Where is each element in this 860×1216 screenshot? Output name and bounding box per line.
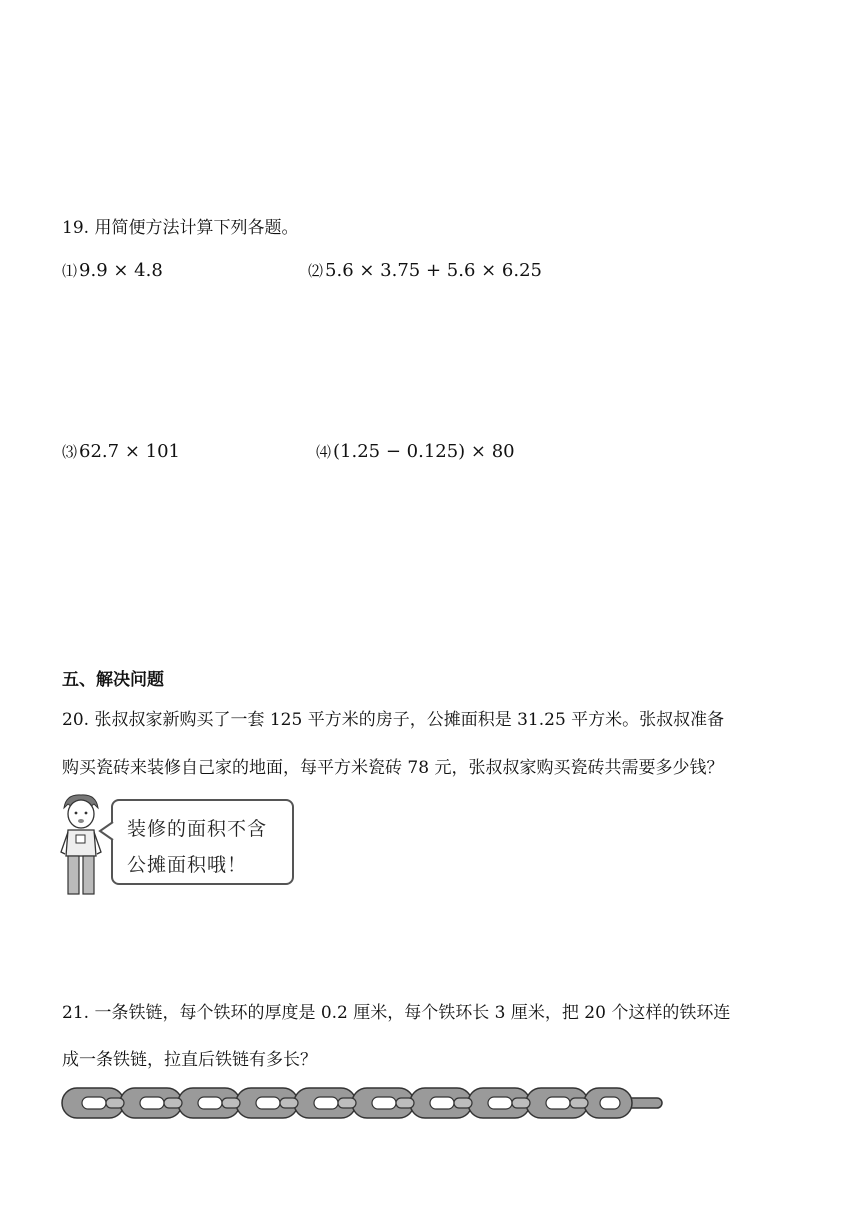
bubble-line-2: 公摊面积哦！ (127, 854, 248, 876)
boy-illustration (56, 792, 106, 898)
bubble-line-1: 装修的面积不含 (127, 818, 268, 840)
expression-text: (1.25 − 0.125) × 80 (333, 441, 515, 462)
expression-2 (308, 260, 542, 281)
expression-index: ⑷ (316, 443, 332, 461)
question-21-line-1: 21. 一条铁链，每个铁环的厚度是 0.2 厘米，每个铁环长 3 厘米，把 20 个这样的铁环连 (62, 1003, 731, 1023)
question-20-line-2: 购买瓷砖来装修自己家的地面，每平方米瓷砖 78 元，张叔叔家购买瓷砖共需要多少钱？ (62, 758, 724, 778)
expression-1 (62, 260, 163, 281)
expression-4 (316, 441, 515, 462)
expression-index: ⑴ (62, 262, 78, 280)
speech-bubble-tail (98, 820, 114, 842)
expression-3 (62, 441, 180, 462)
section-title: 五、解决问题 (62, 670, 164, 690)
chain-illustration (60, 1085, 665, 1123)
expression-index: ⑶ (62, 443, 78, 461)
question-19-title: 19. 用简便方法计算下列各题。 (62, 218, 299, 238)
expression-text: 9.9 × 4.8 (79, 260, 163, 281)
expression-index: ⑵ (308, 262, 324, 280)
question-20-line-1: 20. 张叔叔家新购买了一套 125 平方米的房子，公摊面积是 31.25 平方米。张叔叔准备 (62, 710, 725, 730)
expression-text: 5.6 × 3.75 + 5.6 × 6.25 (325, 260, 542, 281)
expression-text: 62.7 × 101 (79, 441, 180, 462)
question-21-line-2: 成一条铁链，拉直后铁链有多长？ (62, 1050, 317, 1070)
